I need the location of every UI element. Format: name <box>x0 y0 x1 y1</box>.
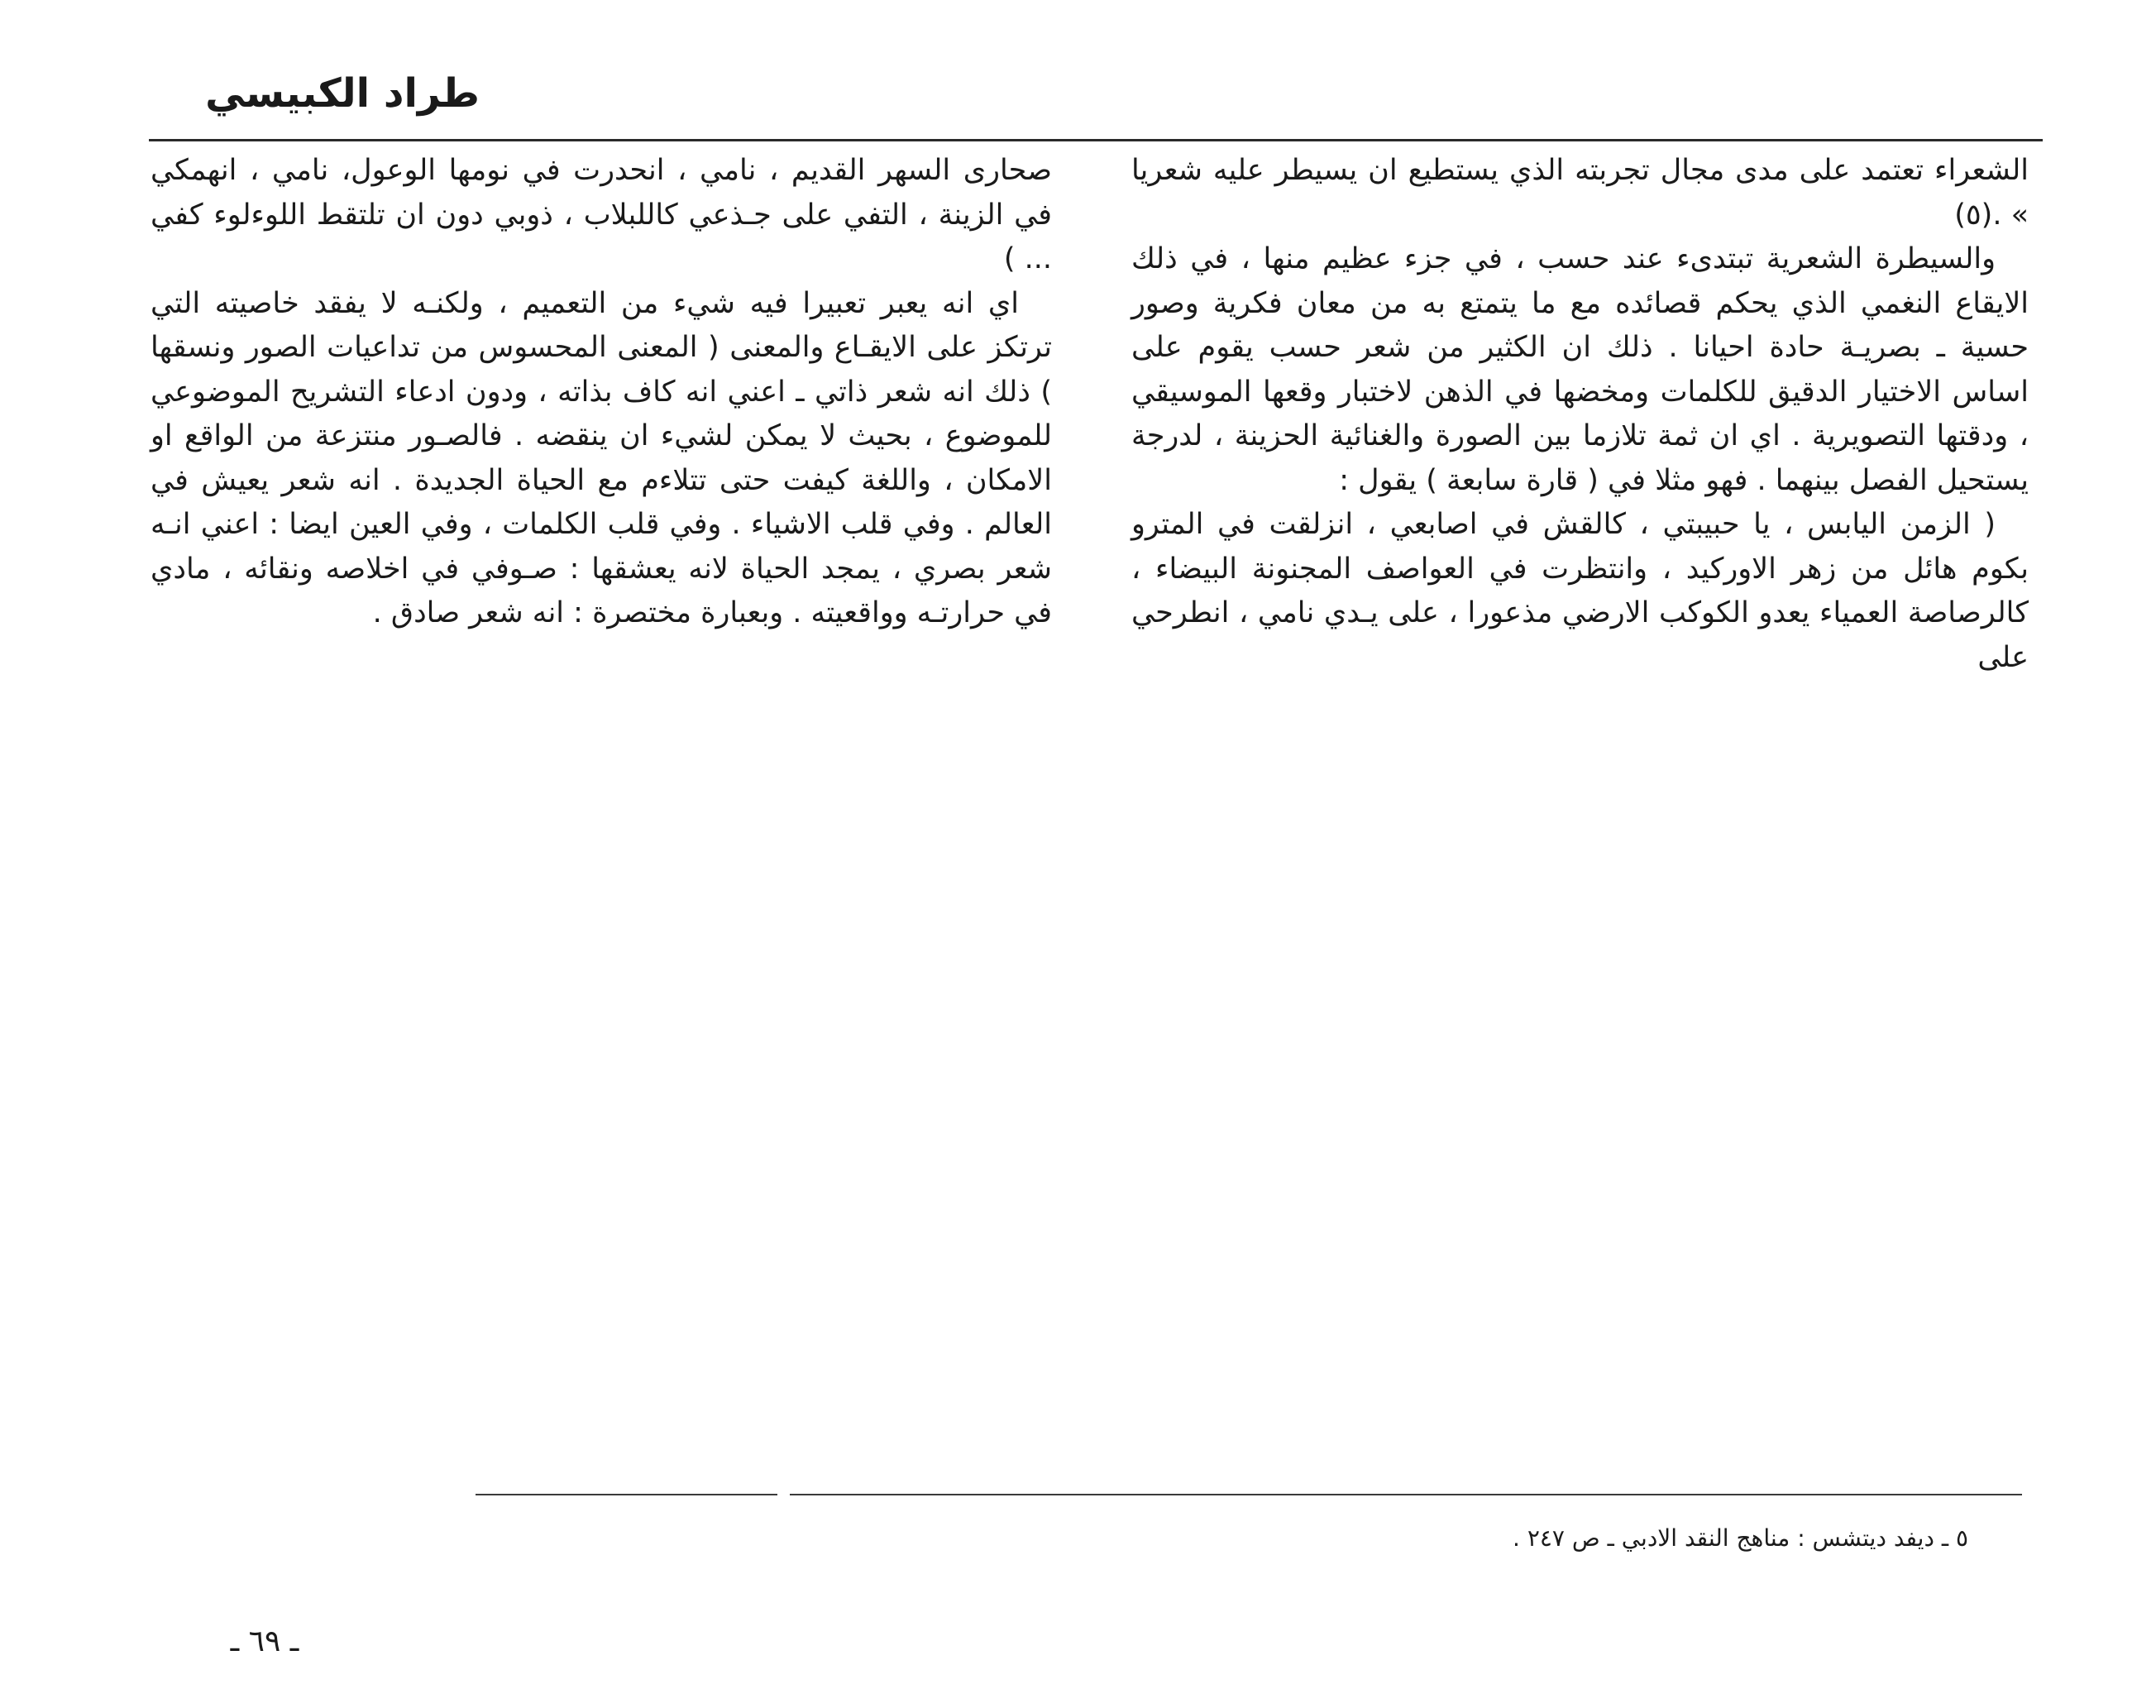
footnote-text: ٥ ـ ديفد ديتشس : مناهج النقد الادبي ـ ص ٢٤٧ . <box>1513 1524 1968 1552</box>
article-column-right <box>1131 149 2029 680</box>
paragraph-poem-quote: ( الزمن اليابس ، يا حبيبتي ، كالقش في اصابعي ، انزلقت في المترو بكوم هائل من زهر الاوركيد ، وانتظرت في العواصف المجنونة البيضاء ، كالرصاصة العمياء يعدو الكوكب الارضي مذعورا ، على يـدي نامي ، انطرحي على <box>1131 508 2029 674</box>
paragraph: الشعراء تعتمد على مدى مجال تجربته الذي يستطيع ان يسيطر عليه شعريا » .(٥) <box>1131 154 2029 232</box>
article-column-left <box>151 149 1052 636</box>
paragraph-poem-quote-continued: صحارى السهر القديم ، نامي ، انحدرت في نومها الوعول، نامي ، انهمكي في الزينة ، التفي على جـذعي كاللبلاب ، ذوبي دون ان تلتقط اللوءلوء كفي ... ) <box>151 154 1052 275</box>
header-divider <box>149 139 2043 141</box>
footnote-divider-left <box>476 1494 777 1495</box>
paragraph: اي انه يعبر تعبيرا فيه شيء من التعميم ، ولكنـه لا يفقد خاصيته التي ترتكز على الايقـاع والمعنى ( المعنى المحسوس من تداعيات الصور ونسقها ) ذلك انه شعر ذاتي ـ اعني انه كاف بذاته ، ودون ادعاء التشريح الموضوعي للموضوع ، بحيث لا يمكن لشيء ان ينقضه . فالصـور منتزعة من الواقع او الامكان ، واللغة كيفت حتى تتلاءم مع الحياة الجديدة . انه شعر يعيش في العالم . وفي قلب الاشياء . وفي قلب الكلمات ، وفي العين ايضا : اعني انـه شعر بصري ، يمجد الحياة لانه يعشقها : صـوفي في اخلاصه ونقائه ، مادي في حرارتـه وواقعيته . وبعبارة مختصرة : انه شعر صادق . <box>151 286 1052 629</box>
footnote-divider-right <box>790 1494 2022 1495</box>
header-author-name: طراد الكبيسي <box>205 70 480 117</box>
paragraph: والسيطرة الشعرية تبتدىء عند حسب ، في جزء عظيم منها ، في ذلك الايقاع النغمي الذي يحكم قصائده مع ما يتمتع به من معان فكرية وصور حسية ـ بصريـة حادة احيانا . ذلك ان الكثير من شعر حسب يقوم على اساس الاختيار الدقيق للكلمات ومخضها في الذهن لاختبار وقعها الموسيقي ، ودقتها التصويرية . اي ان ثمة تلازما بين الصورة والغنائية الحزينة ، لدرجة يستحيل الفصل بينهما . فهو مثلا في ( قارة سابعة ) يقول : <box>1131 242 2029 497</box>
page-number: ـ ٦٩ ـ <box>230 1624 299 1658</box>
